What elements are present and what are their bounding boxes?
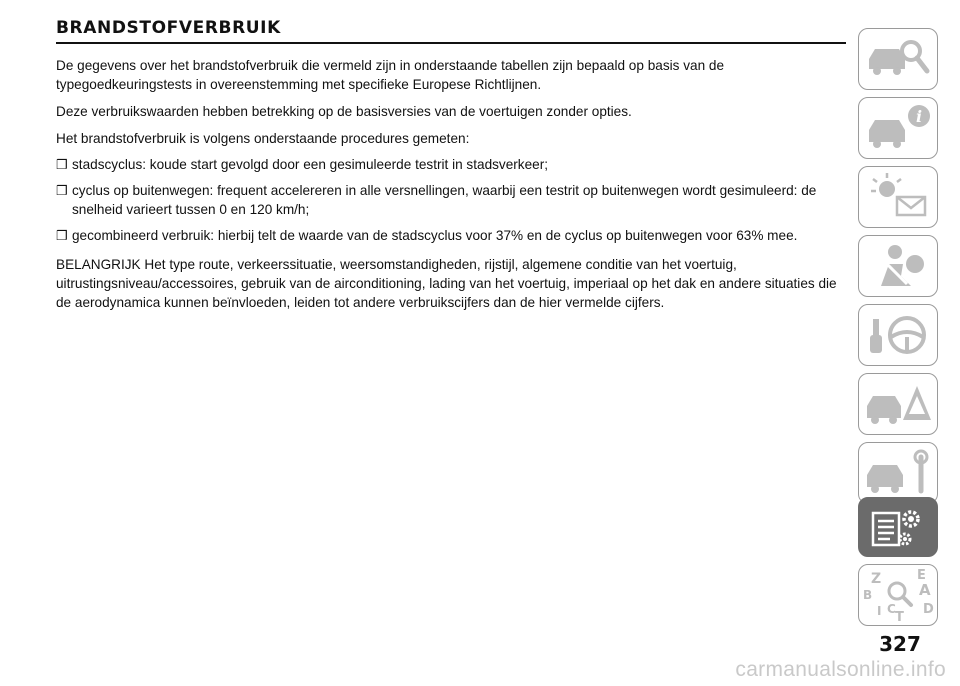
- index-letter: I: [877, 604, 882, 618]
- list-item-text: stadscyclus: koude start gevolgd door een gesimuleerde testrit in stadsverkeer;: [72, 157, 549, 172]
- list-item: [56, 181, 846, 219]
- list-item-text: gecombineerd verbruik: hierbij telt de waarde van de stadscyclus voor 37% en de cyclus op buitenwegen voor 63% mee.: [72, 228, 798, 243]
- svg-text:i: i: [915, 107, 923, 126]
- car-search-icon: [859, 29, 936, 88]
- list-item: [56, 226, 846, 245]
- tab-car-info[interactable]: [858, 97, 938, 159]
- index-letter: B: [863, 588, 873, 602]
- car-breakdown-warning-icon: [859, 374, 936, 433]
- tab-technical-data[interactable]: [858, 497, 938, 557]
- list-item-text: cyclus op buitenwegen: frequent accelereren in alle versnellingen, waarbij een testrit op buitenwegen wordt gesimuleerd: de snelheid varieert tussen 0 en 120 km/h;: [72, 183, 817, 217]
- section-title: BRANDSTOFVERBRUIK: [56, 18, 846, 44]
- tab-index[interactable]: [858, 564, 938, 626]
- index-letter: T: [895, 610, 904, 624]
- important-note: BELANGRIJK Het type route, verkeerssituatie, weersomstandigheden, rijstijl, algemene conditie van het voertuig, uitrustingsniveau/accessoires, gebruik van de airconditioning, lading van het voertuig, imperiaal op het dak en andere situaties die de aerodynamica kunnen beïnvloeden, leiden tot andere verbruikscijfers dan de hier vermelde cijfers.: [56, 257, 837, 310]
- watermark: carmanualsonline.info: [735, 658, 946, 681]
- car-info-icon: [859, 98, 936, 157]
- index-letter: C: [887, 602, 896, 616]
- intro-paragraph: De gegevens over het brandstofverbruik die vermeld zijn in onderstaande tabellen zijn bepaald op basis van de typegoedkeuringstests in overeenstemming met specifieke Europese Richtlijnen.: [56, 58, 725, 92]
- tab-emergency[interactable]: [858, 373, 938, 435]
- tab-car-search[interactable]: [858, 28, 938, 90]
- key-steering-wheel-icon: [859, 305, 936, 364]
- airbag-passenger-icon: [859, 236, 936, 295]
- procedure-list: [56, 155, 846, 245]
- index-letter: Z: [871, 571, 882, 587]
- tab-maintenance[interactable]: [858, 442, 938, 504]
- technical-data-gears-icon: [859, 498, 936, 557]
- index-letter: D: [923, 602, 934, 617]
- tab-safety[interactable]: [858, 235, 938, 297]
- basis-paragraph: Deze verbruikswaarden hebben betrekking op de basisversies van de voertuigen zonder opties.: [56, 104, 632, 119]
- list-item: [56, 155, 846, 174]
- tab-starting-driving[interactable]: [858, 304, 938, 366]
- checkbox-bullet-icon: ❒: [56, 228, 68, 243]
- index-letter: E: [917, 568, 926, 583]
- alphabetical-index-icon: [859, 565, 936, 624]
- procedures-paragraph: Het brandstofverbruik is volgens onderstaande procedures gemeten:: [56, 131, 470, 146]
- main-content: [56, 18, 846, 312]
- checkbox-bullet-icon: ❒: [56, 183, 68, 198]
- checkbox-bullet-icon: ❒: [56, 157, 68, 172]
- tab-warning-lights[interactable]: [858, 166, 938, 228]
- index-letter: A: [919, 581, 931, 599]
- warning-light-message-icon: [859, 167, 936, 226]
- page-number: 327: [879, 632, 921, 656]
- car-wrench-icon: [859, 443, 936, 502]
